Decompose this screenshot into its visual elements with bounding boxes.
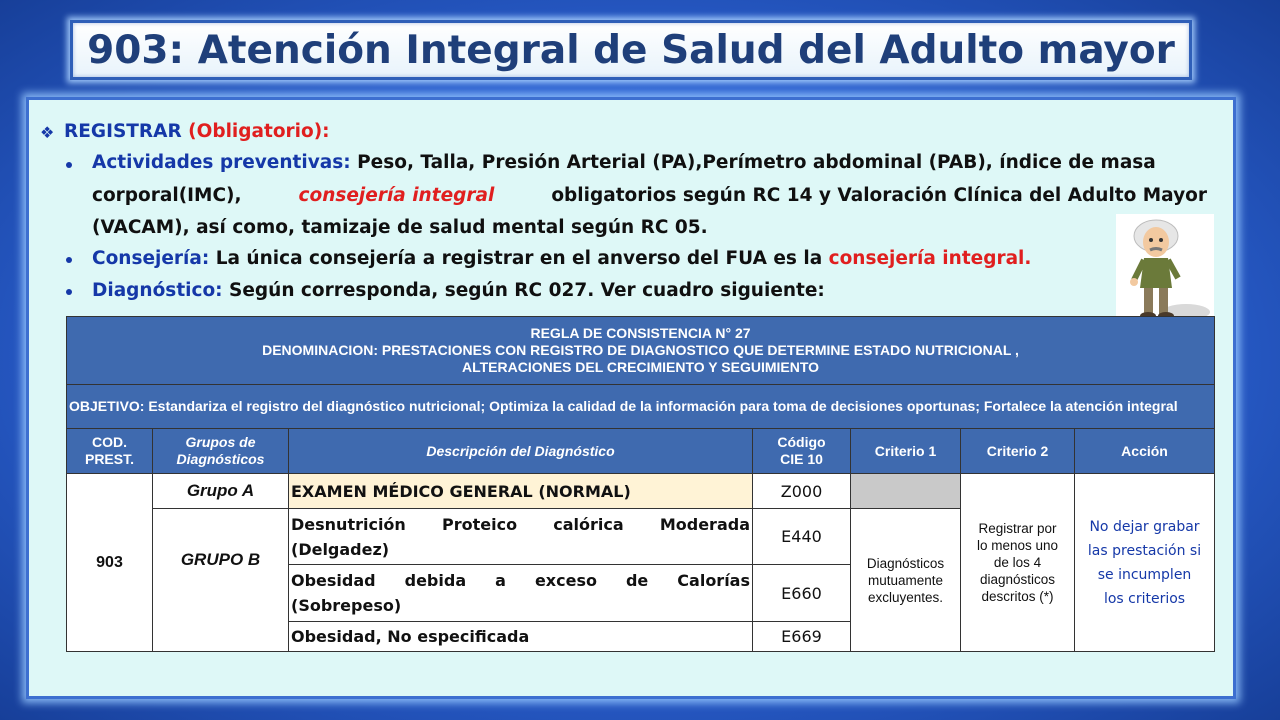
criterio2-cell <box>961 474 1075 652</box>
elderly-man-icon <box>1116 214 1214 330</box>
accion-line: se incumplen <box>1097 566 1192 583</box>
consejeria-label: Consejería: <box>92 248 210 269</box>
table-row <box>289 565 753 622</box>
col-header-cod <box>67 429 153 474</box>
objetivo-cell <box>67 385 1215 429</box>
elderly-man-illustration <box>1116 214 1214 330</box>
col-header-grupos-line2: Diagnósticos <box>176 451 265 467</box>
desc-line-a: Desnutrición Proteico calórica Moderada <box>291 514 750 534</box>
diagnostico-text: Según corresponda, según RC 027. Ver cuadro siguiente: <box>229 280 825 301</box>
slide-title: 903: Atención Integral de Salud del Adulto mayor <box>87 27 1175 73</box>
actividades-line-1 <box>92 152 1207 173</box>
desc-line-a: Obesidad debida a exceso de Calorías <box>291 571 750 590</box>
denominacion-line-1: DENOMINACION: PRESTACIONES CON REGISTRO DE DIAGNOSTICO QUE DETERMINE ESTADO NUTRICIONAL , <box>262 342 1019 358</box>
table-title-cell <box>67 317 1215 385</box>
accion-cell <box>1075 474 1215 652</box>
col-header-criterio1: Criterio 1 <box>851 429 961 474</box>
actividades-text-3: (VACAM), así como, tamizaje de salud mental según RC 05. <box>92 217 708 238</box>
cie-code-cell: Z000 <box>753 474 851 509</box>
consistency-rule-table <box>66 316 1215 652</box>
accion-line: los criterios <box>1103 590 1186 607</box>
col-header-cie-line1: Código <box>777 434 826 450</box>
criterio1-line: excluyentes. <box>867 589 944 605</box>
bullet-dot-icon <box>66 162 72 168</box>
consejeria-line <box>92 248 1031 269</box>
diagnostico-label: Diagnóstico: <box>92 280 223 301</box>
col-header-grupos <box>153 429 289 474</box>
desc-line-b: (Sobrepeso) <box>291 596 402 615</box>
table-row: Obesidad, No especificada <box>289 622 753 652</box>
criterio1-line: Diagnósticos <box>866 555 945 571</box>
criterio1-empty-cell <box>851 474 961 509</box>
consejeria-integral-highlight: consejería integral <box>298 185 495 206</box>
cod-prest-cell: 903 <box>67 474 153 652</box>
col-header-grupos-line1: Grupos de <box>185 434 256 450</box>
criterio2-line: Registrar por <box>978 521 1057 536</box>
consejeria-text: La única consejería a registrar en el anverso del FUA es la <box>215 248 823 269</box>
criterio1-cell <box>851 509 961 652</box>
criterio2-line: descritos (*) <box>981 589 1054 604</box>
criterio2-line: diagnósticos <box>979 572 1056 587</box>
grupo-b-cell: GRUPO B <box>153 509 289 652</box>
table-row <box>289 509 753 565</box>
objetivo-text: OBJETIVO: Estandariza el registro del diagnóstico nutricional; Optimiza la calidad de la información para toma de decisiones oportunas; Fortalece la atención integral <box>69 398 1178 414</box>
consejeria-highlight: consejería integral. <box>828 248 1032 269</box>
registrar-line <box>64 121 330 142</box>
slide-title-box <box>70 20 1192 80</box>
bullet-dot-icon <box>66 257 72 263</box>
regla-title: REGLA DE CONSISTENCIA N° 27 <box>530 325 751 341</box>
actividades-text-1: Peso, Talla, Presión Arterial (PA),Perímetro abdominal (PAB), índice de masa <box>357 152 1156 173</box>
cie-code-cell: E660 <box>753 565 851 622</box>
col-header-criterio2: Criterio 2 <box>961 429 1075 474</box>
actividades-label: Actividades preventivas: <box>92 152 351 173</box>
accion-line: las prestación si <box>1087 542 1202 559</box>
criterio2-line: lo menos uno <box>976 538 1059 553</box>
criterio2-line: de los 4 <box>993 555 1042 570</box>
actividades-text-2a: corporal(IMC), <box>92 185 242 206</box>
grupo-a-cell: Grupo A <box>153 474 289 509</box>
actividades-line-3 <box>92 217 708 238</box>
cie-code-cell: E669 <box>753 622 851 652</box>
col-header-cod-line1: COD. <box>92 434 127 450</box>
col-header-accion: Acción <box>1075 429 1215 474</box>
diagnostico-line <box>92 280 825 301</box>
diamond-bullet-icon: ❖ <box>40 123 55 142</box>
table-row: EXAMEN MÉDICO GENERAL (NORMAL) <box>289 474 753 509</box>
col-header-cie-line2: CIE 10 <box>780 451 823 467</box>
desc-line-b: (Delgadez) <box>291 539 390 559</box>
col-header-descripcion: Descripción del Diagnóstico <box>289 429 753 474</box>
actividades-line-2 <box>92 185 1207 206</box>
criterio1-line: mutuamente <box>867 572 944 588</box>
bullet-dot-icon <box>66 289 72 295</box>
col-header-cie <box>753 429 851 474</box>
registrar-label: REGISTRAR <box>64 121 182 142</box>
registrar-note: (Obligatorio): <box>188 121 330 142</box>
cie-code-cell: E440 <box>753 509 851 565</box>
accion-line: No dejar grabar <box>1089 518 1200 535</box>
actividades-text-2c: obligatorios según RC 14 y Valoración Clínica del Adulto Mayor <box>551 185 1207 206</box>
denominacion-line-2: ALTERACIONES DEL CRECIMIENTO Y SEGUIMIENTO <box>461 359 820 375</box>
col-header-cod-line2: PREST. <box>84 451 134 467</box>
